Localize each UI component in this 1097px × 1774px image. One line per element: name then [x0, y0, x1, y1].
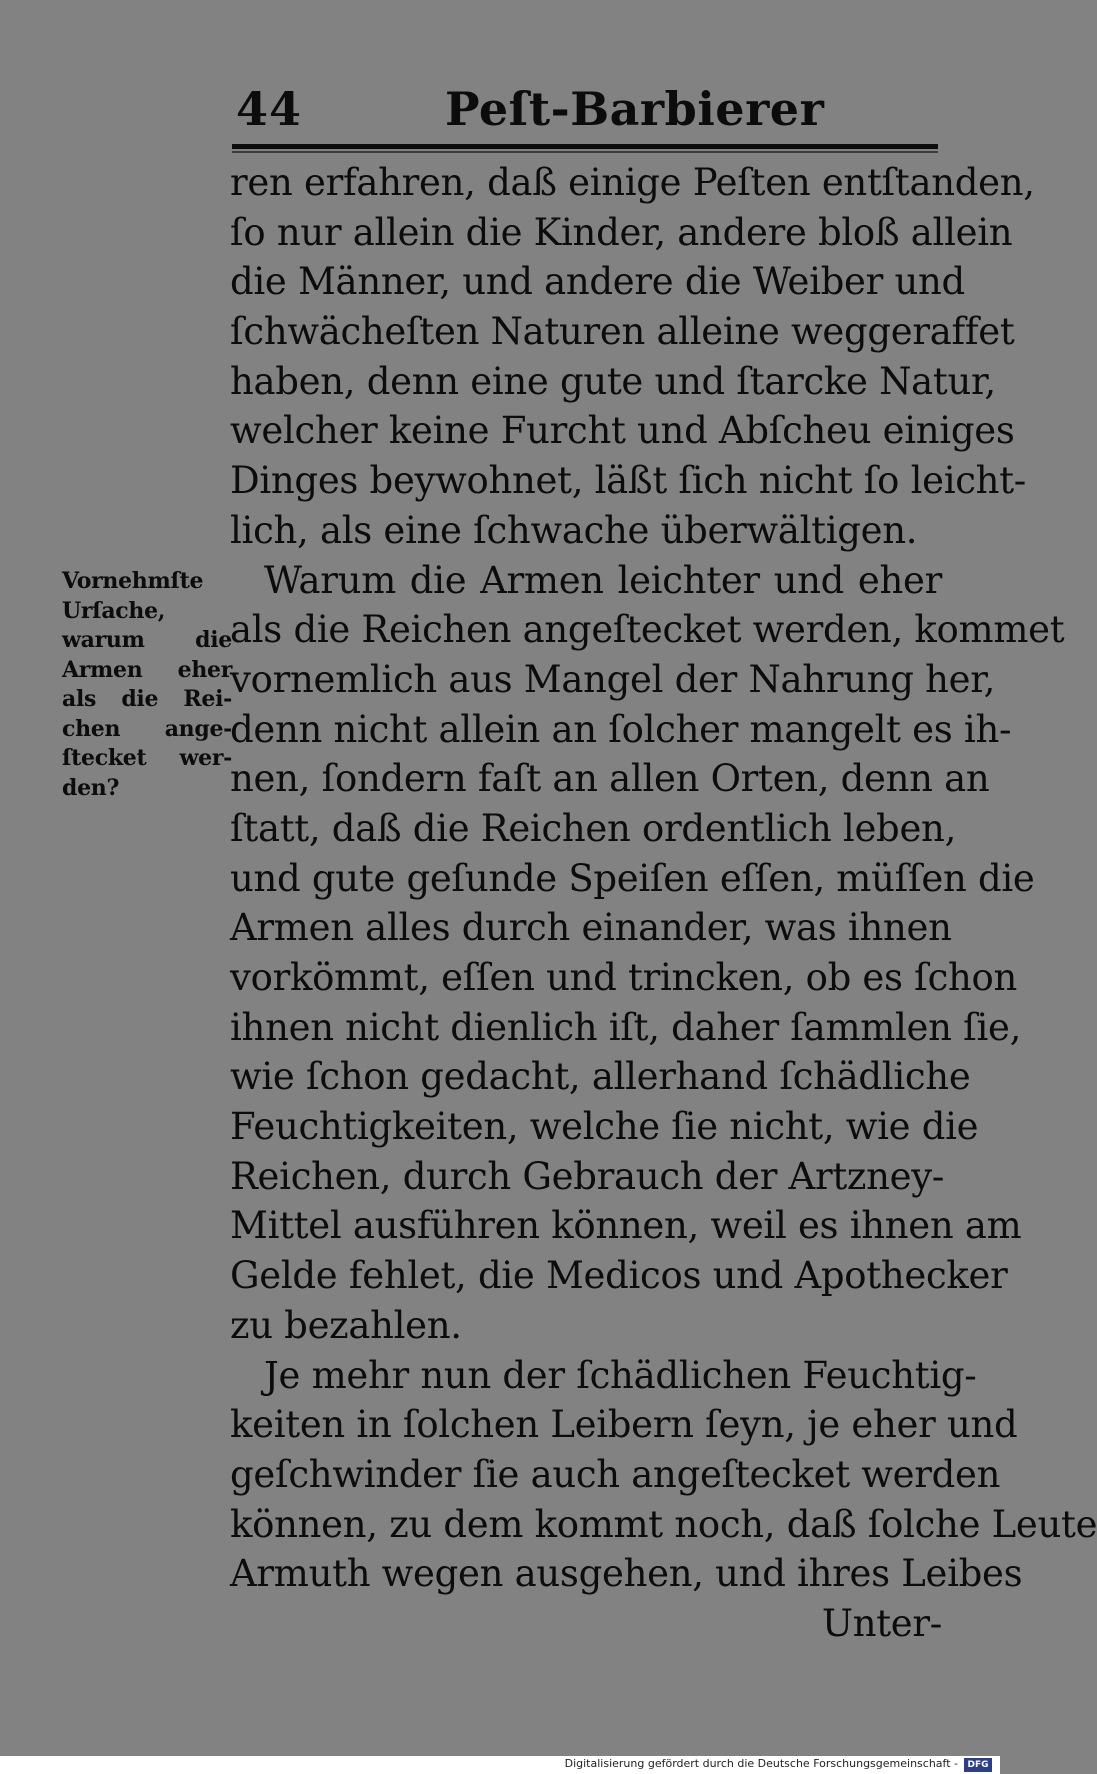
- text-line: Armuth wegen ausgehen, und ihres Leibes: [230, 1552, 1023, 1596]
- text-line: Reichen, durch Gebrauch der Artzney-: [230, 1154, 945, 1198]
- funding-note: Digitalisierung gefördert durch die Deutsche Forschungsgemeinschaft -: [564, 1757, 958, 1770]
- text-line: Mittel ausführen können, weil es ihnen am: [230, 1204, 1022, 1248]
- text-line: geſchwinder ſie auch angeſtecket werden: [230, 1452, 1001, 1496]
- margin-note-line: Vornehmſte: [62, 568, 204, 594]
- text-line: ihnen nicht dienlich iſt, daher ſammlen ſie,: [230, 1005, 1022, 1049]
- text-line: ſo nur allein die Kinder, andere bloß allein: [230, 210, 1013, 254]
- text-line: Warum die Armen leichter und eher: [264, 558, 942, 602]
- margin-note: [62, 567, 232, 803]
- text-line: und gute geſunde Speiſen eſſen, müſſen die: [230, 856, 1035, 900]
- text-line: Feuchtigkeiten, welche ſie nicht, wie die: [230, 1105, 979, 1149]
- text-line: zu bezahlen.: [230, 1303, 462, 1347]
- text-line: denn nicht allein an ſolcher mangelt es ih-: [230, 707, 1012, 751]
- catchword: Unter-: [821, 1601, 942, 1645]
- text-line: Armen alles durch einander, was ihnen: [230, 906, 952, 950]
- margin-note-line: ſtecket wer-: [62, 745, 232, 771]
- text-line: lich, als eine ſchwache überwältigen.: [230, 508, 918, 552]
- text-line: ren erfahren, daß einige Peſten entſtanden,: [230, 161, 1035, 204]
- text-line: welcher keine Furcht und Abſcheu einiges: [230, 409, 1015, 453]
- text-line: keiten in ſolchen Leibern ſeyn, je eher und: [230, 1403, 1018, 1447]
- text-line: nen, ſondern faſt an allen Orten, denn an: [230, 757, 990, 801]
- text-line: ſtatt, daß die Reichen ordentlich leben,: [230, 806, 957, 850]
- text-line: Gelde fehlet, die Medicos und Apothecker: [230, 1254, 1008, 1298]
- margin-note-line: als die Rei-: [62, 686, 232, 712]
- page-header: [230, 82, 940, 142]
- text-line: vorkömmt, eſſen und trincken, ob es ſchon: [230, 956, 1018, 999]
- margin-note-line: Armen eher: [62, 656, 232, 683]
- main-text-block: [230, 158, 1097, 1649]
- text-line: können, zu dem kommt noch, daß ſolche Leute: [230, 1502, 1097, 1546]
- header-rule: [232, 144, 938, 149]
- text-line: haben, denn eine gute und ſtarcke Natur,: [230, 359, 996, 403]
- header-rule-secondary: [232, 151, 938, 153]
- margin-note-line: chen ange-: [62, 715, 232, 742]
- text-line: Je mehr nun der ſchädlichen Feuchtig-: [264, 1353, 977, 1397]
- text-line: ſchwächeſten Naturen alleine weggeraffet: [230, 310, 1015, 354]
- text-line: vornemlich aus Mangel der Nahrung her,: [230, 657, 996, 701]
- text-line: Dinges beywohnet, läßt ſich nicht ſo leicht-: [230, 459, 1026, 503]
- page-number: 44: [236, 82, 303, 136]
- margin-note-line: warum die: [62, 627, 232, 653]
- running-title: Peſt-Barbierer: [445, 82, 825, 136]
- dfg-logo: DFG: [964, 1758, 992, 1772]
- text-line: die Männer, und andere die Weiber und: [230, 260, 965, 304]
- margin-note-line: den?: [62, 774, 120, 801]
- text-line: wie ſchon gedacht, allerhand ſchädliche: [230, 1055, 971, 1099]
- text-line: als die Reichen angeſtecket werden, kommet: [230, 608, 1065, 652]
- margin-note-line: Urſache,: [62, 597, 166, 624]
